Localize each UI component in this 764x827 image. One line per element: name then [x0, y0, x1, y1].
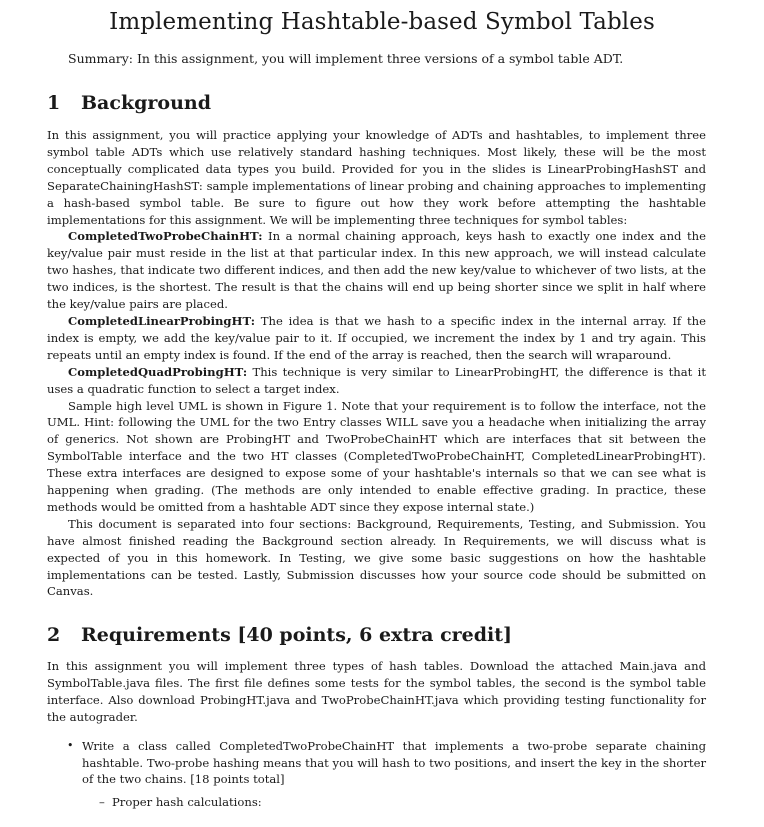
section-heading-background [47, 92, 211, 114]
sub-list-item [82, 794, 706, 811]
summary-text: Summary: In this assignment, you will implement three versions of a symbol table ADT. [68, 51, 624, 66]
dash-icon: – [99, 795, 105, 810]
requirements-body [47, 658, 706, 811]
sub-list-item-text: Proper hash calculations: [112, 795, 262, 810]
section-title: Requirements [40 points, 6 extra credit] [81, 624, 513, 646]
list-item [47, 738, 706, 812]
background-intro: In this assignment, you will practice applying your knowledge of ADTs and hashtables, to implement three symbol table ADTs which use relatively standard hashing techniques. Most likely, these will be the most conceptually complicated data types you build. Provided for you in the slides is LinearProbingHashST and SeparateChainingHashST: sample implementations of linear probing and chaining approaches to implementing a hash-based symbol table. Be sure to figure out how they work before attempting the hashtable implementations for this assignment. We will be implementing three techniques for symbol tables: [47, 128, 706, 227]
technique-name: CompletedLinearProbingHT: [68, 313, 255, 328]
outline-paragraph: This document is separated into four sections: Background, Requirements, Testing, and Submission. You have almost finished reading the Background section already. In Requirements, we will discuss what is expected of you in this homework. In Testing, we give some basic suggestions on how the hashtable implementations can be tested. Lastly, Submission discusses how your source code should be submitted on Canvas. [47, 516, 706, 599]
sub-list [82, 794, 706, 811]
technique-desc: In a normal chaining approach, keys hash to exactly one index and the key/value pair must reside in the list at that particular index. In this new approach, we will instead calculate two hashes, that indicate two different indices, and then add the new key/value to whichever of two lists, at the two indices, is the shortest. The result is that the chains will end up being shorter since we split in half where the key/value pairs are placed. [47, 229, 706, 312]
technique-name: CompletedTwoProbeChainHT: [68, 229, 263, 244]
technique-name: CompletedQuadProbingHT: [68, 364, 248, 379]
section-number: 1 [47, 92, 61, 114]
section-number: 2 [47, 624, 61, 646]
technique-quad-probing [47, 364, 706, 398]
section-title: Background [81, 92, 211, 114]
technique-desc: The idea is that we hash to a specific index in the internal array. If the index is empty, we add the key/value pair to it. If occupied, we increment the index by 1 and try again. This repeats until an empty index is found. If the end of the array is reached, then the search will wraparound. [47, 313, 706, 362]
background-body [47, 127, 706, 600]
requirements-intro: In this assignment you will implement three types of hash tables. Download the attached Main.java and SymbolTable.java files. The first file defines some tests for the symbol tables, the second is the symbol table interface. Also download ProbingHT.java and TwoProbeChainHT.java which providing testing functionality for the autograder. [47, 659, 706, 724]
technique-two-probe [47, 228, 706, 313]
technique-linear-probing [47, 313, 706, 364]
technique-desc: This technique is very similar to LinearProbingHT, the difference is that it uses a quadratic function to select a target index. [47, 364, 706, 396]
section-heading-requirements [47, 624, 512, 646]
bullet-icon: • [67, 738, 74, 752]
uml-paragraph: Sample high level UML is shown in Figure 1. Note that your requirement is to follow the interface, not the UML. Hint: following the UML for the two Entry classes WILL save you a headache when initializing the array of generics. Not shown are ProbingHT and TwoProbeChainHT which are interfaces that sit between the SymbolTable interface and the two HT classes (CompletedTwoProbeChainHT, CompletedLinearProbingHT). These extra interfaces are designed to expose some of your hashtable's internals so that we can see what is happening when grading. (The methods are only intended to enable effective grading. In practice, these methods would be omitted from a hashtable ADT since they expose internal state.) [47, 398, 706, 514]
requirements-list [47, 738, 706, 812]
document-title: Implementing Hashtable-based Symbol Tables [109, 9, 655, 35]
list-item-text: Write a class called CompletedTwoProbeChainHT that implements a two-probe separate chaining hashtable. Two-probe hashing means that you will hash to two positions, and insert the key in the shorter of the two chains. [18 points total] [82, 738, 706, 787]
